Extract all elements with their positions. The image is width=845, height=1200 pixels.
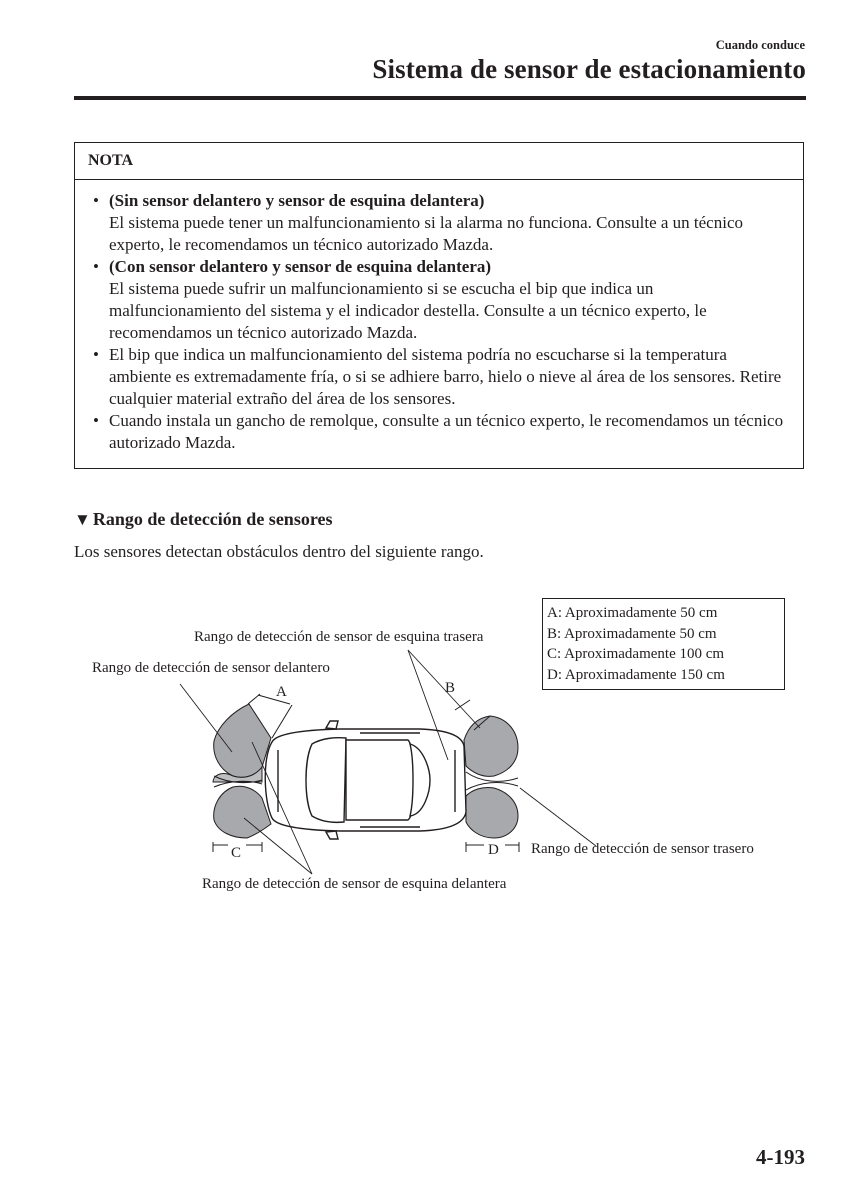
note-item-heading: (Sin sensor delantero y sensor de esquina delantera)	[109, 191, 485, 210]
legend-item: A: Aproximadamente 50 cm	[547, 605, 718, 621]
note-item-heading: (Con sensor delantero y sensor de esquina delantera)	[109, 257, 492, 276]
label-rear-range: Rango de detección de sensor trasero	[531, 841, 754, 857]
note-item-text: El sistema puede sufrir un malfuncionamiento si se escucha el bip que indica un malfuncionamiento del sistema y el indicador destella. Consulte a un técnico experto, le recomendamos un técnico autorizado Mazda.	[109, 279, 707, 342]
note-item-text: El bip que indica un malfuncionamiento del sistema podría no escucharse si la temperatura ambiente es extremadamente fría, o si se adhiere barro, hielo o nieve al área de los sensores. Retire cualquier material extraño del área de los sensores.	[109, 345, 782, 408]
label-A: A	[276, 684, 287, 700]
list-item	[89, 344, 789, 410]
legend-box	[542, 598, 785, 690]
note-item-text: El sistema puede tener un malfuncionamiento si la alarma no funciona. Consulte a un técnico experto, le recomendamos un técnico autorizado Mazda.	[109, 213, 743, 254]
car-windshield	[306, 738, 346, 823]
front-zone-top	[213, 767, 262, 782]
note-label: NOTA	[88, 152, 134, 169]
dimension-lines	[213, 694, 519, 852]
page-number: 4-193	[756, 1145, 805, 1169]
label-C: C	[231, 845, 242, 861]
front-corner-zone-bottom	[214, 786, 271, 838]
triangle-down-icon: ▼	[74, 510, 91, 529]
label-rear-corner-range: Rango de detección de sensor de esquina trasera	[194, 629, 484, 645]
list-item	[89, 256, 789, 344]
legend-item: C: Aproximadamente 100 cm	[547, 646, 725, 662]
title-rule	[74, 96, 806, 100]
rear-corner-zone-bottom	[466, 787, 518, 838]
bullet-icon: •	[93, 345, 99, 364]
intro-text: Los sensores detectan obstáculos dentro del siguiente rango.	[74, 542, 484, 561]
car-mirror-top	[326, 721, 338, 729]
label-front-corner-range: Rango de detección de sensor de esquina delantera	[202, 876, 507, 892]
car-body	[265, 729, 466, 831]
legend-item: B: Aproximadamente 50 cm	[547, 625, 717, 642]
bullet-icon: •	[93, 257, 99, 276]
note-item-text: Cuando instala un gancho de remolque, consulte a un técnico experto, le recomendamos un técnico autorizado Mazda.	[109, 411, 784, 452]
list-item	[89, 190, 789, 256]
note-box	[74, 142, 804, 469]
section-heading-text: Rango de detección de sensores	[92, 509, 333, 529]
label-B: B	[445, 680, 456, 696]
car-rear-window	[410, 744, 430, 816]
front-corner-zone-top	[214, 704, 271, 777]
note-list	[89, 190, 789, 454]
car-roof	[346, 740, 415, 820]
label-D: D	[488, 842, 499, 858]
section-label: Cuando conduce	[715, 38, 805, 52]
bullet-icon: •	[93, 191, 99, 210]
list-item	[89, 410, 789, 454]
section-heading	[74, 509, 332, 530]
bullet-icon: •	[93, 411, 99, 430]
car-mirror-bottom	[326, 831, 338, 839]
legend-item: D: Aproximadamente 150 cm	[547, 666, 725, 683]
car-top-view	[265, 721, 466, 839]
page-title: Sistema de sensor de estacionamiento	[372, 54, 806, 84]
rear-corner-zone-top	[464, 716, 518, 776]
detection-zones	[213, 704, 518, 838]
note-header	[75, 143, 803, 180]
label-front-range: Rango de detección de sensor delantero	[92, 660, 330, 676]
